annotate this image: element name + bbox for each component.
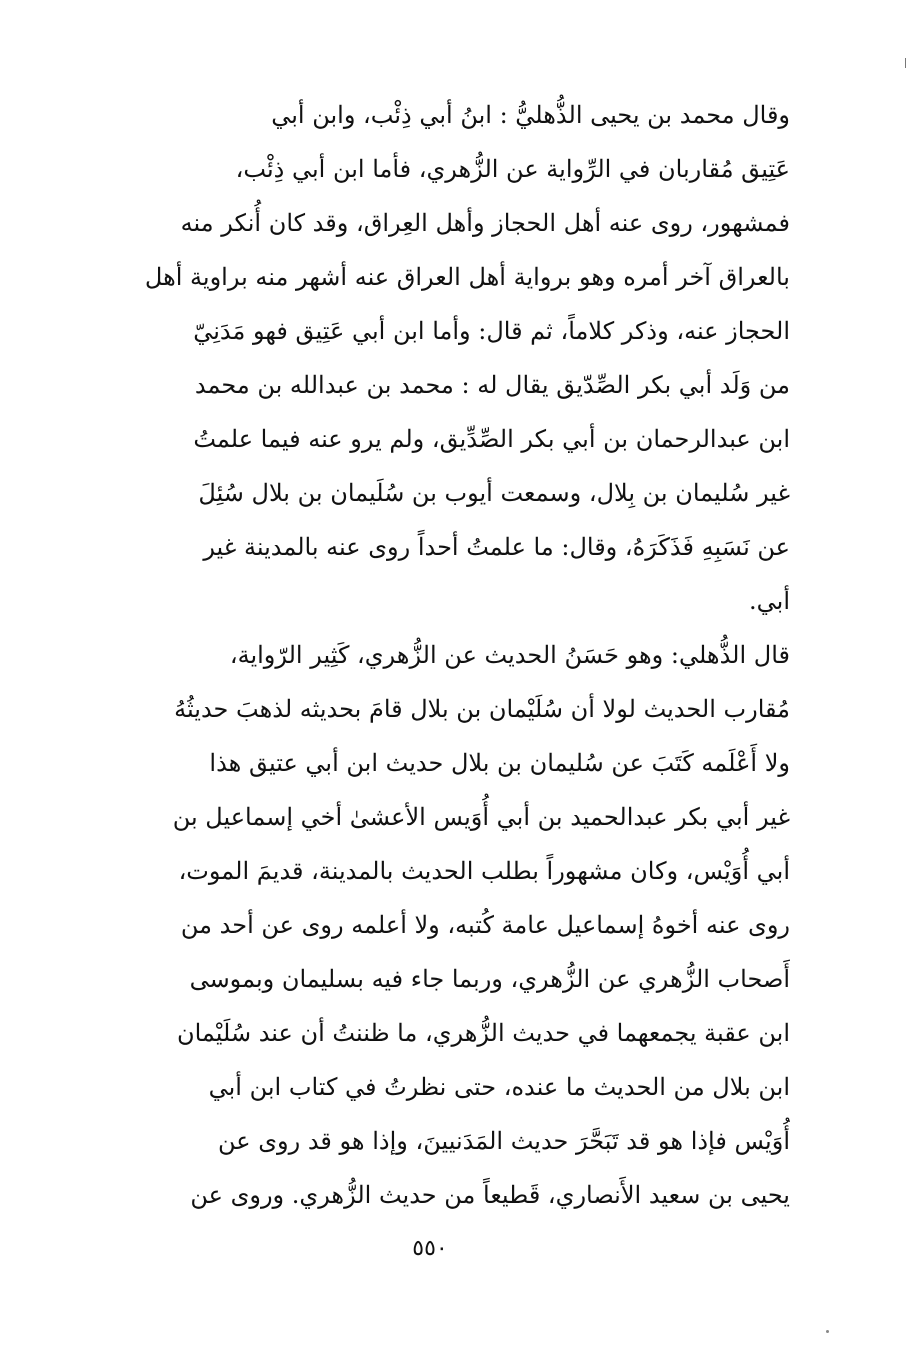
paragraph-2 bbox=[74, 628, 790, 1222]
text-line: غير سُليمان بن بِلال، وسمعت أيوب بن سُلَيمان بن بلال سُئِلَ bbox=[198, 479, 790, 507]
text-line: ابن عقبة يجمعهما في حديث الزُّهري، ما ظننتُ أن عند سُلَيْمان bbox=[176, 1019, 790, 1047]
text-line: فمشهور، روى عنه أهل الحجاز وأهل العِراق، وقد كان أُنكر منه bbox=[180, 209, 790, 237]
page-number: ٥٥٠ bbox=[412, 1236, 448, 1261]
text-line: قال الذُّهلي: وهو حَسَنُ الحديث عن الزُّهري، كَثِير الرّواية، bbox=[229, 641, 790, 669]
text-line: عن نَسَبِهِ فَذَكَرَهُ، وقال: ما علمتُ أحداً روى عنه بالمدينة غير bbox=[203, 533, 790, 561]
speck-mark bbox=[826, 1330, 829, 1333]
text-line: يحيى بن سعيد الأَنصاري، قَطيعاً من حديث الزُّهري. وروى عن bbox=[190, 1181, 790, 1209]
text-line: ولا أَعْلَمه كَتَبَ عن سُليمان بن بلال حديث ابن أبي عتيق هذا bbox=[209, 749, 790, 777]
text-line: ابن عبدالرحمان بن أبي بكر الصِّدِّيق، ولم يرو عنه فيما علمتُ bbox=[193, 425, 790, 453]
text-line: الحجاز عنه، وذكر كلاماً، ثم قال: وأما ابن أبي عَتِيق فهو مَدَنِيّ bbox=[193, 317, 790, 345]
text-line: أَصحاب الزُّهري عن الزُّهري، وربما جاء فيه بسليمان وبموسى bbox=[189, 965, 790, 993]
text-line: أبي. bbox=[749, 587, 790, 615]
text-line: غير أبي بكر عبدالحميد بن أبي أُوَيس الأعشىٰ أخي إسماعيل بن bbox=[172, 803, 790, 831]
text-line: عَتِيق مُقاربان في الرِّواية عن الزُّهري، فأما ابن أبي ذِئْب، bbox=[235, 155, 790, 183]
text-line: مُقارب الحديث لولا أن سُلَيْمان بن بلال قامَ بحديثه لذهبَ حديثُهُ bbox=[174, 695, 790, 723]
text-line: وقال محمد بن يحيى الذُّهليُّ : ابنُ أبي ذِئْب، وابن أبي bbox=[271, 101, 790, 129]
text-line: روى عنه أخوهُ إسماعيل عامة كُتبه، ولا أعلمه روى عن أحد من bbox=[180, 911, 790, 939]
margin-mark bbox=[905, 58, 906, 68]
text-line: بالعراق آخر أمره وهو برواية أهل العراق عنه أشهر منه براوية أهل bbox=[144, 263, 790, 291]
text-line: من وَلَد أبي بكر الصِّدّيق يقال له : محمد بن عبدالله بن محمد bbox=[194, 371, 790, 399]
text-line: ابن بلال من الحديث ما عنده، حتى نظرتُ في كتاب ابن أبي bbox=[208, 1073, 790, 1101]
text-line: أُوَيْس فإذا هو قد تَبَحَّرَ حديث المَدَنيينَ، وإذا هو قد روى عن bbox=[218, 1127, 790, 1155]
text-line: أبي أُوَيْس، وكان مشهوراً بطلب الحديث بالمدينة، قديمَ الموت، bbox=[178, 857, 790, 885]
paragraph-1 bbox=[74, 88, 790, 628]
